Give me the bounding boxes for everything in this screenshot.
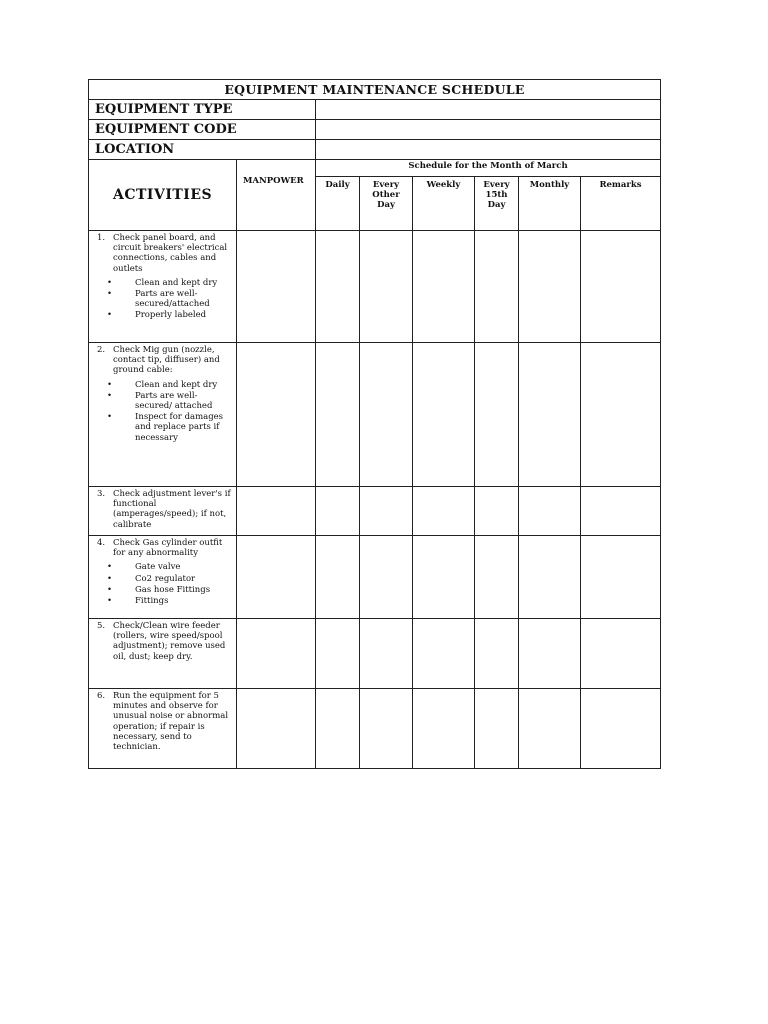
bullet-icon: •: [107, 562, 113, 573]
every-other-day-cell[interactable]: [360, 619, 413, 689]
manpower-cell[interactable]: [237, 343, 316, 487]
activity-row: [89, 343, 661, 487]
maintenance-schedule-table: [88, 79, 661, 769]
manpower-cell[interactable]: [237, 689, 316, 769]
bullet-icon: •: [107, 289, 113, 300]
daily-column-header: Daily: [316, 177, 360, 231]
activity-number: 2.: [97, 345, 106, 355]
activity-bullet-list: [97, 278, 232, 321]
remarks-cell[interactable]: [581, 689, 661, 769]
bullet-icon: •: [107, 573, 113, 584]
every-other-day-cell[interactable]: [360, 536, 413, 619]
activity-cell: [89, 536, 237, 619]
every-15th-day-cell[interactable]: [475, 343, 519, 487]
activity-bullet-item: [97, 289, 232, 309]
bullet-text: Gas hose Fittings: [135, 584, 211, 595]
weekly-cell[interactable]: [413, 343, 475, 487]
schedule-month-caption: Schedule for the Month of March: [316, 160, 661, 177]
daily-cell[interactable]: [316, 487, 360, 536]
bullet-text: Fittings: [135, 596, 169, 607]
weekly-cell[interactable]: [413, 536, 475, 619]
document-title: EQUIPMENT MAINTENANCE SCHEDULE: [89, 80, 661, 100]
activity-number: 4.: [97, 538, 106, 548]
bullet-text: Parts are well-secured/attached: [135, 289, 210, 310]
activity-text: Check Gas cylinder outfit for any abnormality: [113, 538, 223, 559]
every-15th-day-column-header: Every 15th Day: [475, 177, 519, 231]
activity-row: [89, 689, 661, 769]
activity-number: 3.: [97, 489, 106, 499]
daily-cell[interactable]: [316, 231, 360, 343]
remarks-cell[interactable]: [581, 487, 661, 536]
bullet-text: Clean and kept dry: [135, 379, 218, 390]
activity-bullet-item: [97, 596, 232, 606]
bullet-icon: •: [107, 277, 113, 288]
monthly-cell[interactable]: [519, 231, 581, 343]
daily-cell[interactable]: [316, 619, 360, 689]
activity-text: Check/Clean wire feeder (rollers, wire speed/spool adjustment); remove used oil, dust; keep dry.: [113, 621, 226, 662]
weekly-cell[interactable]: [413, 689, 475, 769]
monthly-column-header: Monthly: [519, 177, 581, 231]
weekly-column-header: Weekly: [413, 177, 475, 231]
every-15th-day-cell[interactable]: [475, 619, 519, 689]
weekly-cell[interactable]: [413, 619, 475, 689]
manpower-cell[interactable]: [237, 487, 316, 536]
activity-rows: [89, 231, 661, 769]
activity-bullet-list: [97, 380, 232, 443]
daily-cell[interactable]: [316, 343, 360, 487]
activity-bullet-item: [97, 391, 232, 411]
activity-bullet-item: [97, 585, 232, 595]
every-other-day-cell[interactable]: [360, 343, 413, 487]
activity-bullet-item: [97, 310, 232, 320]
location-field[interactable]: [316, 140, 661, 160]
bullet-icon: •: [107, 584, 113, 595]
equipment-type-label: EQUIPMENT TYPE: [89, 100, 316, 120]
every-15th-day-cell[interactable]: [475, 231, 519, 343]
activity-cell: [89, 343, 237, 487]
activity-row: [89, 619, 661, 689]
monthly-cell[interactable]: [519, 619, 581, 689]
remarks-column-header: Remarks: [581, 177, 661, 231]
activity-cell: [89, 689, 237, 769]
activity-text: Check adjustment lever's if functional (amperages/speed); if not, calibrate: [113, 489, 231, 530]
header-row-equipment-code: [89, 120, 661, 140]
header-row-equipment-type: [89, 100, 661, 120]
activity-row: [89, 487, 661, 536]
activity-row: [89, 536, 661, 619]
weekly-cell[interactable]: [413, 231, 475, 343]
equipment-code-label: EQUIPMENT CODE: [89, 120, 316, 140]
manpower-column-header: MANPOWER: [237, 160, 316, 231]
activity-cell: [89, 231, 237, 343]
header-row-location: [89, 140, 661, 160]
manpower-cell[interactable]: [237, 619, 316, 689]
every-other-day-cell[interactable]: [360, 487, 413, 536]
bullet-icon: •: [107, 596, 113, 607]
activity-bullet-list: [97, 562, 232, 606]
monthly-cell[interactable]: [519, 343, 581, 487]
daily-cell[interactable]: [316, 536, 360, 619]
weekly-cell[interactable]: [413, 487, 475, 536]
bullet-icon: •: [107, 310, 113, 321]
activity-bullet-item: [97, 380, 232, 390]
activity-bullet-item: [97, 574, 232, 584]
bullet-icon: •: [107, 412, 113, 423]
every-15th-day-cell[interactable]: [475, 536, 519, 619]
every-other-day-cell[interactable]: [360, 689, 413, 769]
remarks-cell[interactable]: [581, 231, 661, 343]
bullet-text: Parts are well-secured/ attached: [135, 390, 213, 412]
activity-number: 1.: [97, 233, 106, 243]
activity-cell: [89, 487, 237, 536]
activity-row: [89, 231, 661, 343]
every-15th-day-cell[interactable]: [475, 487, 519, 536]
bullet-text: Co2 regulator: [135, 573, 196, 584]
monthly-cell[interactable]: [519, 536, 581, 619]
bullet-icon: •: [107, 390, 113, 401]
maintenance-schedule-page: [88, 79, 660, 769]
bullet-text: Clean and kept dry: [135, 277, 218, 288]
monthly-cell[interactable]: [519, 487, 581, 536]
remarks-cell[interactable]: [581, 619, 661, 689]
every-other-day-column-header: Every Other Day: [360, 177, 413, 231]
activity-text: Check panel board, and circuit breakers' electrical connections, cables and outlets: [113, 233, 228, 274]
activity-number: 5.: [97, 621, 106, 631]
activity-cell: [89, 619, 237, 689]
every-other-day-cell[interactable]: [360, 231, 413, 343]
location-label: LOCATION: [89, 140, 316, 160]
activity-bullet-item: [97, 412, 232, 443]
activity-number: 6.: [97, 691, 106, 701]
activity-bullet-item: [97, 278, 232, 288]
activity-text: Run the equipment for 5 minutes and observe for unusual noise or abnormal operation; if repair is necessary, send to technician.: [113, 691, 229, 753]
bullet-text: Inspect for damages and replace parts if necessary: [135, 412, 224, 443]
daily-cell[interactable]: [316, 689, 360, 769]
activity-text: Check Mig gun (nozzle, contact tip, diffuser) and ground cable:: [113, 345, 220, 376]
bullet-text: Properly labeled: [135, 310, 207, 321]
equipment-type-field[interactable]: [316, 100, 661, 120]
remarks-cell[interactable]: [581, 536, 661, 619]
equipment-code-field[interactable]: [316, 120, 661, 140]
manpower-cell[interactable]: [237, 231, 316, 343]
activities-column-header: ACTIVITIES: [89, 160, 237, 231]
monthly-cell[interactable]: [519, 689, 581, 769]
remarks-cell[interactable]: [581, 343, 661, 487]
every-15th-day-cell[interactable]: [475, 689, 519, 769]
bullet-text: Gate valve: [135, 562, 181, 573]
activity-bullet-item: [97, 562, 232, 572]
bullet-icon: •: [107, 379, 113, 390]
manpower-cell[interactable]: [237, 536, 316, 619]
